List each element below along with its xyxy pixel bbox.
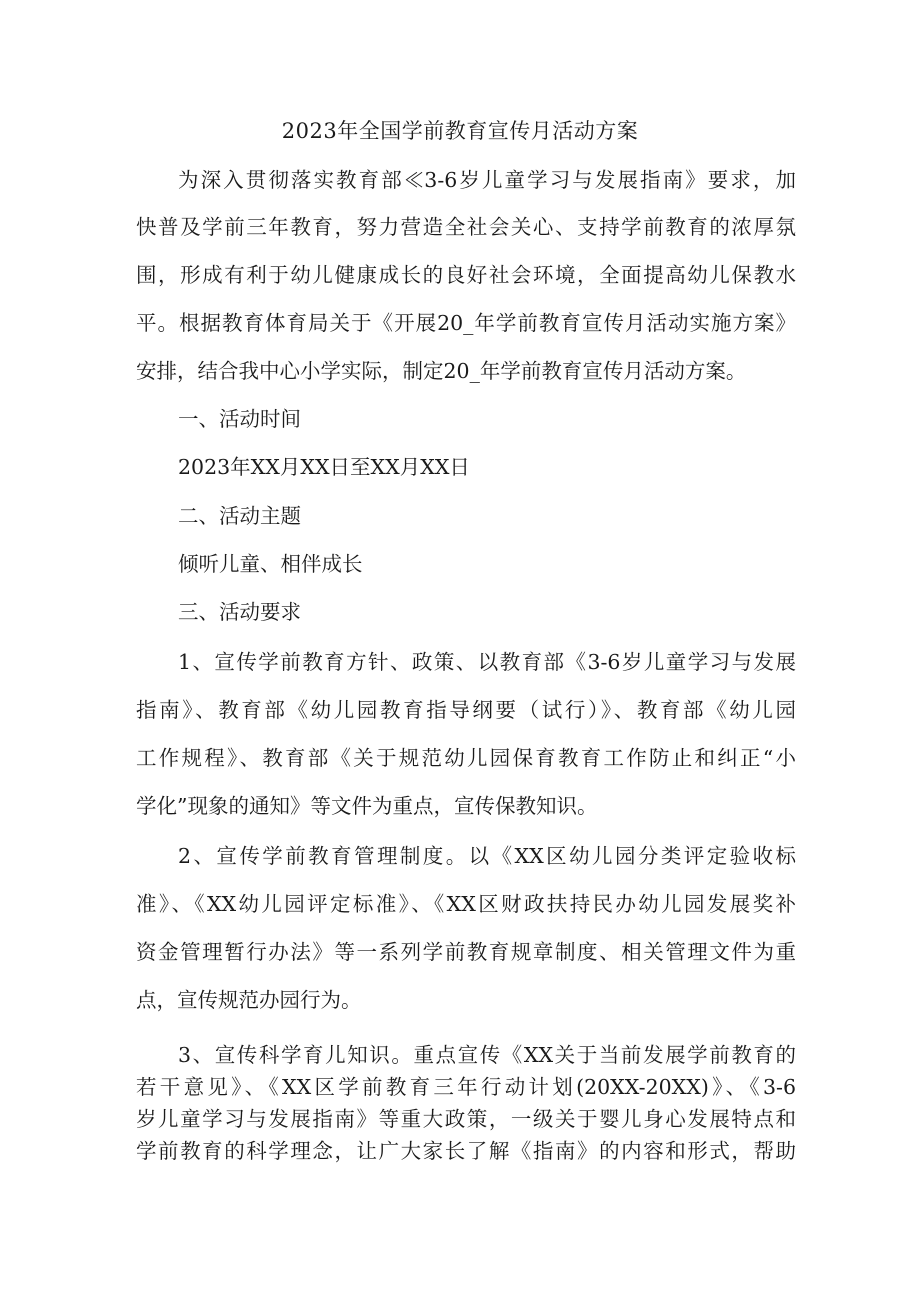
document-title: 2023年全国学前教育宣传月活动方案 [281, 119, 639, 143]
paragraph-line: 工作规程》、教育部《关于规范幼儿园保育教育工作防止和纠正“小 [136, 746, 796, 770]
paragraph-line: 倾听儿童、相伴成长 [178, 552, 363, 576]
paragraph-line: 快普及学前三年教育，努力营造全社会关心、支持学前教育的浓厚氛 [136, 215, 796, 239]
paragraph-line: 围，形成有利于幼儿健康成长的良好社会环境，全面提高幼儿保教水 [136, 263, 796, 287]
paragraph-line: 2、宣传学前教育管理制度。以《XX区幼儿园分类评定验收标 [178, 844, 796, 868]
paragraph-line: 1、宣传学前教育方针、政策、以教育部《3-6岁儿童学习与发展 [178, 650, 796, 674]
paragraph-line: 安排，结合我中心小学实际，制定20_年学前教育宣传月活动方案。 [136, 359, 747, 383]
paragraph-line: 指南》、教育部《幼儿园教育指导纲要（试行）》、教育部《幼儿园 [136, 698, 796, 722]
paragraph-line: 2023年XX月XX日至XX月XX日 [178, 455, 470, 479]
paragraph-line: 点，宣传规范办园行为。 [136, 988, 362, 1012]
section-heading: 二、活动主题 [178, 504, 301, 528]
paragraph-line: 平。根据教育体育局关于《开展20_年学前教育宣传月活动实施方案》 [136, 311, 796, 335]
paragraph-line: 若干意见》、《XX区学前教育三年行动计划(20XX-20XX)》、《3-6 [136, 1075, 796, 1099]
paragraph-line: 准》、《XX幼儿园评定标准》、《XX区财政扶持民办幼儿园发展奖补 [136, 892, 796, 916]
paragraph-line: 学化”现象的通知》等文件为重点，宣传保教知识。 [136, 794, 598, 818]
paragraph-line: 学前教育的科学理念，让广大家长了解《指南》的内容和形式，帮助 [136, 1139, 796, 1163]
section-heading: 三、活动要求 [178, 600, 301, 624]
section-heading: 一、活动时间 [178, 407, 301, 431]
paragraph-line: 3、宣传科学育儿知识。重点宣传《XX关于当前发展学前教育的 [178, 1043, 796, 1067]
paragraph-line: 为深入贯彻落实教育部≪3-6岁儿童学习与发展指南》要求，加 [178, 168, 796, 192]
paragraph-line: 资金管理暂行办法》等一系列学前教育规章制度、相关管理文件为重 [136, 940, 796, 964]
paragraph-line: 岁儿童学习与发展指南》等重大政策，一级关于婴儿身心发展特点和 [136, 1107, 796, 1131]
